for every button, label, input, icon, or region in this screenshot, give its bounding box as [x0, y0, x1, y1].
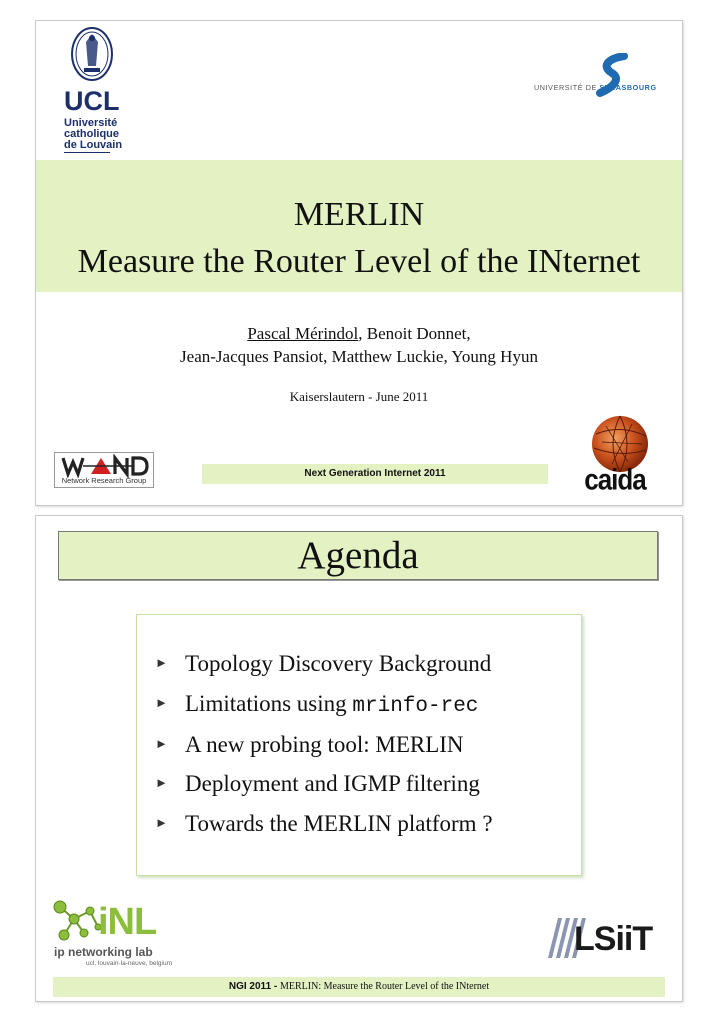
- list-item: [155, 811, 493, 837]
- main-author: Pascal Mérindol: [247, 324, 359, 343]
- strasbourg-wordmark: [534, 83, 657, 92]
- wand-mark-icon: [55, 454, 153, 478]
- slide-footer: [53, 977, 665, 997]
- footer-bold: NGI 2011 -: [228, 981, 281, 992]
- slide-subtitle: Measure the Router Level of the INternet: [77, 243, 641, 280]
- inl-subtitle: ip networking lab: [54, 945, 153, 959]
- list-item: [155, 651, 491, 677]
- triangle-right-icon: ►: [155, 815, 168, 830]
- conference-name: Next Generation Internet 2011: [202, 464, 548, 484]
- ucl-logo: [60, 26, 124, 151]
- ucl-name: [64, 118, 122, 151]
- strasbourg-text-normal: UNIVERSITÉ DE: [534, 83, 597, 92]
- list-item: [155, 732, 464, 758]
- wand-subtitle: Network Research Group: [61, 476, 147, 485]
- inl-logo: [50, 897, 176, 973]
- lsiit-logo: [546, 918, 664, 960]
- authors-line-2: Jean-Jacques Pansiot, Matthew Luckie, Young Hyun: [180, 347, 538, 366]
- list-item: [155, 691, 478, 718]
- strasbourg-text-bold: STRASBOURG: [599, 83, 657, 92]
- list-item-text: Topology Discovery Background: [185, 651, 492, 676]
- list-item-text: Deployment and IGMP filtering: [185, 771, 480, 796]
- caida-wordmark: caida: [584, 461, 646, 497]
- title-band: [36, 160, 682, 292]
- inl-wordmark: iNL: [98, 901, 157, 943]
- list-item-code: mrinfo-rec: [352, 695, 479, 718]
- wand-logo: [54, 452, 154, 488]
- triangle-right-icon: ►: [155, 736, 168, 751]
- list-item: [155, 771, 480, 797]
- inl-location: ucl, louvain-la-neuve, belgium: [86, 960, 172, 967]
- strasbourg-logo: [534, 53, 674, 103]
- co-authors: , Benoit Donnet,: [358, 324, 471, 343]
- triangle-right-icon: ►: [155, 775, 168, 790]
- agenda-list: [136, 614, 582, 876]
- title-slide: [35, 20, 683, 506]
- slide-title: MERLIN: [293, 196, 425, 233]
- ucl-name-line: de Louvain: [64, 139, 123, 151]
- ucl-rule: [64, 152, 110, 153]
- footer-text: MERLIN: Measure the Router Level of the INternet: [280, 981, 490, 992]
- agenda-title: Agenda: [58, 531, 658, 580]
- triangle-right-icon: ►: [155, 695, 168, 710]
- list-item-text: Towards the MERLIN platform ?: [185, 811, 493, 836]
- ucl-name-line: catholique: [64, 128, 120, 140]
- ucl-abbr: UCL: [64, 86, 120, 116]
- agenda-slide: [35, 515, 683, 1002]
- lsiit-wordmark: LSiiT: [574, 920, 653, 958]
- caida-logo: [576, 414, 652, 498]
- place-date: Kaiserslautern - June 2011: [289, 389, 429, 404]
- authors-line-1: [36, 322, 682, 345]
- list-item-text: Limitations using: [185, 691, 353, 716]
- triangle-right-icon: ►: [155, 655, 168, 670]
- ucl-seal-icon: [70, 26, 114, 82]
- ucl-name-line: Université: [64, 117, 118, 129]
- authors: [36, 322, 682, 368]
- list-item-text: A new probing tool: MERLIN: [185, 732, 464, 757]
